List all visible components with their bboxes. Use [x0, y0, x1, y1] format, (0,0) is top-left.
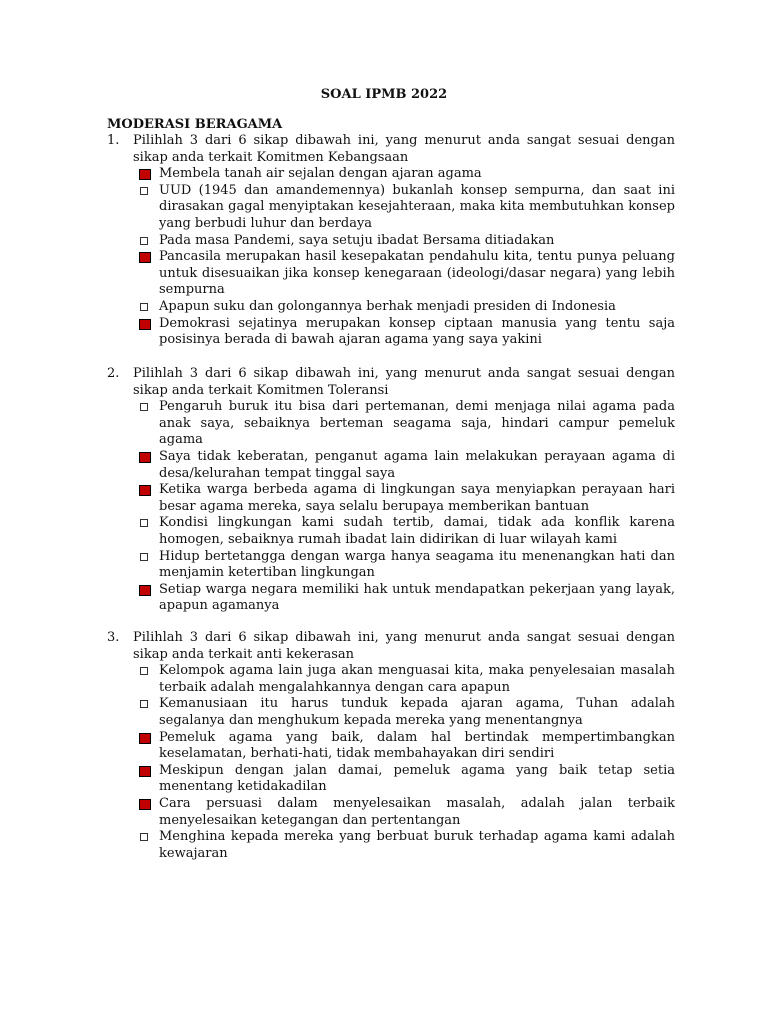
option-text: Cara persuasi dalam menyelesaikan masalah, adalah jalan terbaik menyelesaikan ketegangan dan pertentangan [159, 795, 675, 828]
option-item[interactable] [139, 449, 675, 482]
empty-square-icon [140, 700, 148, 708]
question-1 [107, 133, 675, 349]
option-item[interactable] [139, 183, 675, 233]
question-text: Pilihlah 3 dari 6 sikap dibawah ini, yang menurut anda sangat sesuai dengan sikap anda terkait anti kekerasan [133, 630, 675, 662]
section-title: MODERASI BERAGAMA [107, 117, 283, 132]
checked-checkbox-icon[interactable] [139, 482, 159, 499]
empty-square-icon [140, 187, 148, 195]
option-text: Meskipun dengan jalan damai, pemeluk agama yang baik tetap setia menentang ketidakadilan [159, 762, 675, 795]
option-item[interactable] [139, 249, 675, 299]
empty-square-icon [140, 553, 148, 561]
checked-checkbox-icon[interactable] [139, 316, 159, 333]
filled-square-icon [139, 733, 151, 744]
option-item[interactable] [139, 399, 675, 449]
option-item[interactable] [139, 582, 675, 615]
checked-checkbox-icon[interactable] [139, 796, 159, 813]
option-item[interactable] [139, 763, 675, 796]
option-list [139, 663, 675, 862]
empty-square-icon [140, 519, 148, 527]
question-prompt [107, 366, 675, 399]
option-item[interactable] [139, 233, 675, 250]
option-list [139, 399, 675, 615]
option-text: Pancasila merupakan hasil kesepakatan pendahulu kita, tentu punya peluang untuk disesuaikan jika konsep kenegaraan (ideologi/dasar negara) yang lebih sempurna [159, 249, 675, 298]
filled-square-icon [139, 585, 151, 596]
checkbox-icon[interactable] [139, 299, 159, 316]
option-list [139, 166, 675, 349]
option-text: Kemanusiaan itu harus tunduk kepada ajaran agama, Tuhan adalah segalanya dan menghukum kepada mereka yang menentangnya [159, 696, 675, 728]
option-item[interactable] [139, 482, 675, 515]
question-3 [107, 630, 675, 862]
option-item[interactable] [139, 316, 675, 349]
question-number: 1. [107, 133, 120, 148]
option-text: Membela tanah air sejalan dengan ajaran agama [159, 166, 482, 182]
option-item[interactable] [139, 829, 675, 862]
checked-checkbox-icon[interactable] [139, 166, 159, 183]
checkbox-icon[interactable] [139, 549, 159, 566]
question-text: Pilihlah 3 dari 6 sikap dibawah ini, yang menurut anda sangat sesuai dengan sikap anda terkait Komitmen Kebangsaan [133, 133, 675, 165]
empty-square-icon [140, 667, 148, 675]
option-text: Kelompok agama lain juga akan menguasai kita, maka penyelesaian masalah terbaik adalah mengalahkannya dengan cara apapun [159, 663, 675, 695]
filled-square-icon [139, 485, 151, 496]
checked-checkbox-icon[interactable] [139, 582, 159, 599]
option-item[interactable] [139, 515, 675, 548]
option-text: UUD (1945 dan amandemennya) bukanlah konsep sempurna, dan saat ini dirasakan gagal menyiptakan kesejahteraan, maka kita membutuhkan konsep yang berbudi luhur dan berdaya [159, 182, 675, 231]
option-text: Ketika warga berbeda agama di lingkungan saya menyiapkan perayaan hari besar agama mereka, saya selalu berupaya memberikan bantuan [159, 482, 675, 514]
option-item[interactable] [139, 730, 675, 763]
checkbox-icon[interactable] [139, 183, 159, 200]
checkbox-icon[interactable] [139, 233, 159, 250]
filled-square-icon [139, 766, 151, 777]
filled-square-icon [139, 799, 151, 810]
option-text: Hidup bertetangga dengan warga hanya seagama itu menenangkan hati dan menjamin ketertiban lingkungan [159, 548, 675, 581]
filled-square-icon [139, 452, 151, 463]
option-item[interactable] [139, 166, 675, 183]
checked-checkbox-icon[interactable] [139, 449, 159, 466]
empty-square-icon [140, 833, 148, 841]
empty-square-icon [140, 303, 148, 311]
option-item[interactable] [139, 796, 675, 829]
option-text: Saya tidak keberatan, penganut agama lain melakukan perayaan agama di desa/kelurahan tempat tinggal saya [159, 448, 675, 481]
option-item[interactable] [139, 696, 675, 729]
option-text: Pada masa Pandemi, saya setuju ibadat Bersama ditiadakan [159, 232, 555, 248]
question-number: 2. [107, 366, 120, 381]
question-text: Pilihlah 3 dari 6 sikap dibawah ini, yang menurut anda sangat sesuai dengan sikap anda terkait Komitmen Toleransi [133, 366, 675, 398]
checked-checkbox-icon[interactable] [139, 763, 159, 780]
option-text: Pengaruh buruk itu bisa dari pertemanan, demi menjaga nilai agama pada anak saya, sebaiknya berteman seagama saja, hindari campur pemeluk agama [159, 399, 675, 448]
question-prompt [107, 133, 675, 166]
question-number: 3. [107, 630, 120, 645]
checkbox-icon[interactable] [139, 696, 159, 713]
checkbox-icon[interactable] [139, 663, 159, 680]
option-text: Setiap warga negara memiliki hak untuk mendapatkan pekerjaan yang layak, apapun agamanya [159, 581, 675, 614]
option-text: Pemeluk agama yang baik, dalam hal bertindak mempertimbangkan keselamatan, berhati-hati, tidak membahayakan diri sendiri [159, 729, 675, 762]
filled-square-icon [139, 319, 151, 330]
option-item[interactable] [139, 299, 675, 316]
document-title: SOAL IPMB 2022 [320, 87, 448, 102]
empty-square-icon [140, 403, 148, 411]
option-item[interactable] [139, 663, 675, 696]
checked-checkbox-icon[interactable] [139, 249, 159, 266]
option-text: Kondisi lingkungan kami sudah tertib, damai, tidak ada konflik karena homogen, sebaiknya rumah ibadat lain didirikan di luar wilayah kami [159, 515, 675, 547]
option-text: Demokrasi sejatinya merupakan konsep ciptaan manusia yang tentu saja posisinya berada di bawah ajaran agama yang saya yakini [159, 315, 675, 348]
question-prompt [107, 630, 675, 663]
filled-square-icon [139, 252, 151, 263]
checkbox-icon[interactable] [139, 515, 159, 532]
question-2 [107, 366, 675, 615]
checked-checkbox-icon[interactable] [139, 730, 159, 747]
filled-square-icon [139, 169, 151, 180]
option-text: Menghina kepada mereka yang berbuat buruk terhadap agama kami adalah kewajaran [159, 829, 675, 861]
option-item[interactable] [139, 549, 675, 582]
empty-square-icon [140, 237, 148, 245]
option-text: Apapun suku dan golongannya berhak menjadi presiden di Indonesia [159, 298, 616, 314]
checkbox-icon[interactable] [139, 829, 159, 846]
checkbox-icon[interactable] [139, 399, 159, 416]
